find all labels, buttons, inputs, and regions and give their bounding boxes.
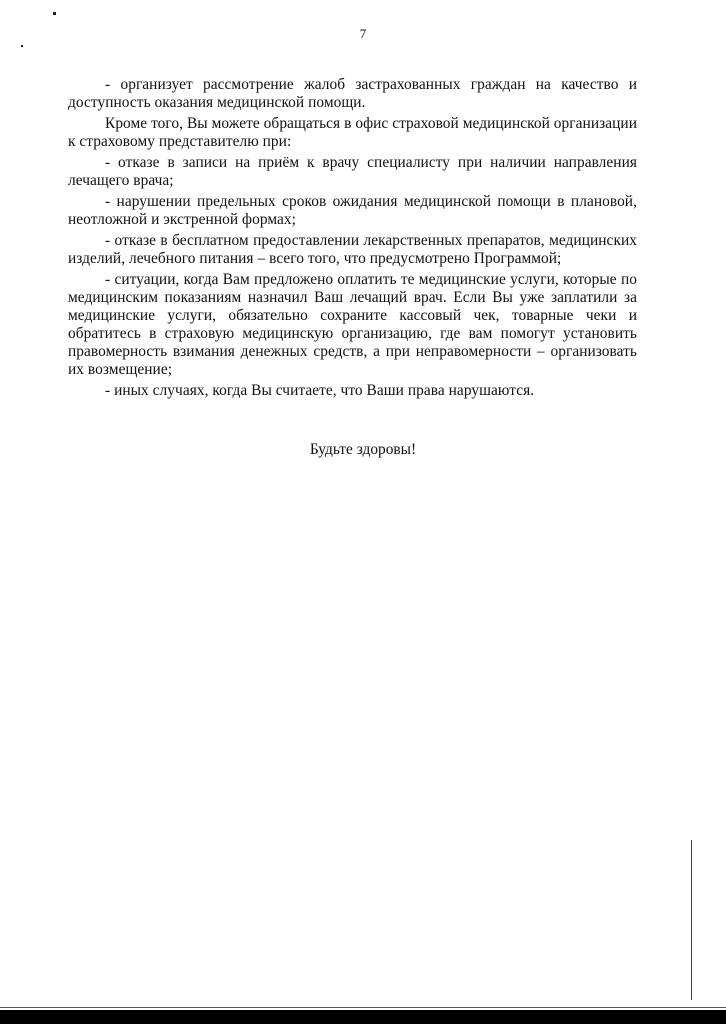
paragraph-free-medicines: - отказе в бесплатном предоставлении лекарственных препаратов, медицинских изделий, лечебного питания – всего того, что предусмотрено Программой; xyxy=(68,232,637,267)
scan-bottom-line xyxy=(0,1007,726,1008)
scan-speck xyxy=(21,45,23,47)
scan-edge-line xyxy=(691,840,692,1000)
scan-bottom-border xyxy=(0,1010,726,1024)
paragraph-other-cases: - иных случаях, когда Вы считаете, что Ваши права нарушаются. xyxy=(105,382,535,399)
scan-speck xyxy=(53,12,56,15)
paragraph-office-contact: Кроме того, Вы можете обращаться в офис страховой медицинской организации к страховому представителю при: xyxy=(68,115,637,150)
page-number: 7 xyxy=(359,26,367,41)
paragraph-refusal-appointment: - отказе в записи на приём к врачу специалисту при наличии направления лечащего врача; xyxy=(68,154,637,189)
paragraph-paid-services: - ситуации, когда Вам предложено оплатить те медицинские услуги, которые по медицинским показаниям назначил Ваш лечащий врач. Если Вы уже заплатили за медицинские услуги, обязательно сохраните кассовый чек, товарные чеки и обратитесь в страховую медицинскую организацию, где вам помогут установить правомерность взимания денежных средств, а при неправомерности – организовать их возмещение; xyxy=(68,271,637,378)
paragraph-complaints: - организует рассмотрение жалоб застрахованных граждан на качество и доступность оказания медицинской помощи. xyxy=(68,76,637,111)
closing-wish: Будьте здоровы! xyxy=(309,441,417,458)
document-body xyxy=(68,76,637,403)
paragraph-waiting-times: - нарушении предельных сроков ожидания медицинской помощи в плановой, неотложной и экстренной формах; xyxy=(68,193,637,228)
